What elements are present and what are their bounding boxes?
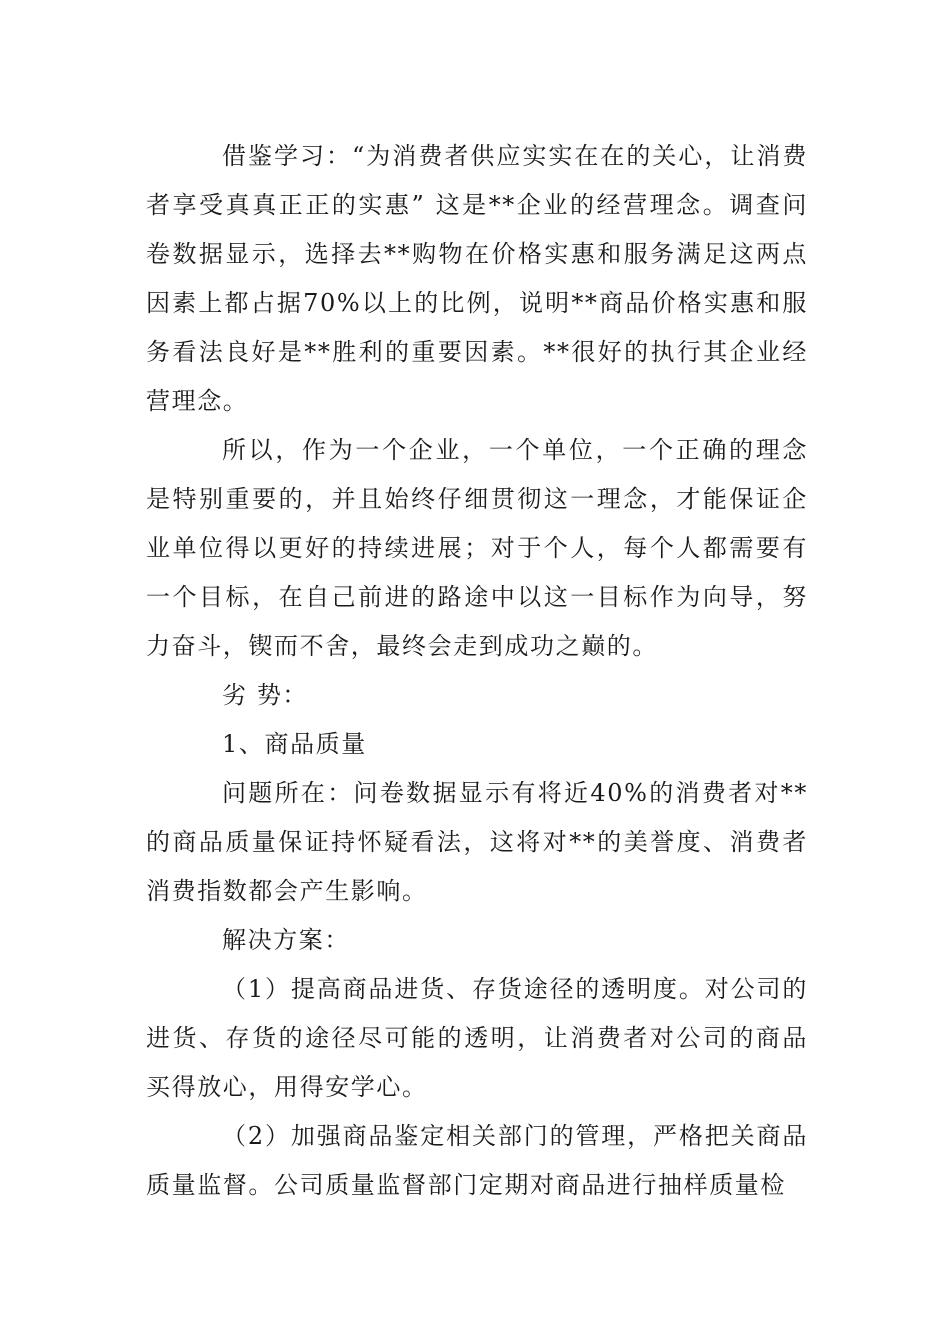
document-page [146,132,808,1210]
paragraph-solution-2: （2）加强商品鉴定相关部门的管理，严格把关商品质量监督。公司质量监督部门定期对商品进行抽样质量检 [146,1122,808,1199]
paragraph-learning: 借鉴学习：“为消费者供应实实在在的关心，让消费者享受真真正正的实惠” 这是**企业的经营理念。调查问卷数据显示，选择去**购物在价格实惠和服务满足这两点因素上都占据70%以上的比例，说明**商品价格实惠和服务看法良好是**胜利的重要因素。**很好的执行其企业经营理念。 [146,142,808,415]
paragraph-conclusion: 所以，作为一个企业，一个单位，一个正确的理念是特别重要的，并且始终仔细贯彻这一理念，才能保证企业单位得以更好的持续进展；对于个人，每个人都需要有一个目标，在自己前进的路途中以这一目标作为向导，努力奋斗，锲而不舍，最终会走到成功之巅的。 [146,436,808,660]
heading-disadvantages: 劣 势： [222,681,309,709]
paragraph-solution-1: （1）提高商品进货、存货途径的透明度。对公司的进货、存货的途径尽可能的透明，让消费者对公司的商品买得放心，用得安学心。 [146,975,808,1101]
paragraph-problem: 问题所在：问卷数据显示有将近40%的消费者对**的商品质量保证持怀疑看法，这将对**的美誉度、消费者消费指数都会产生影响。 [146,779,808,905]
heading-solution: 解决方案： [222,926,350,954]
heading-product-quality: 1、商品质量 [222,730,367,758]
